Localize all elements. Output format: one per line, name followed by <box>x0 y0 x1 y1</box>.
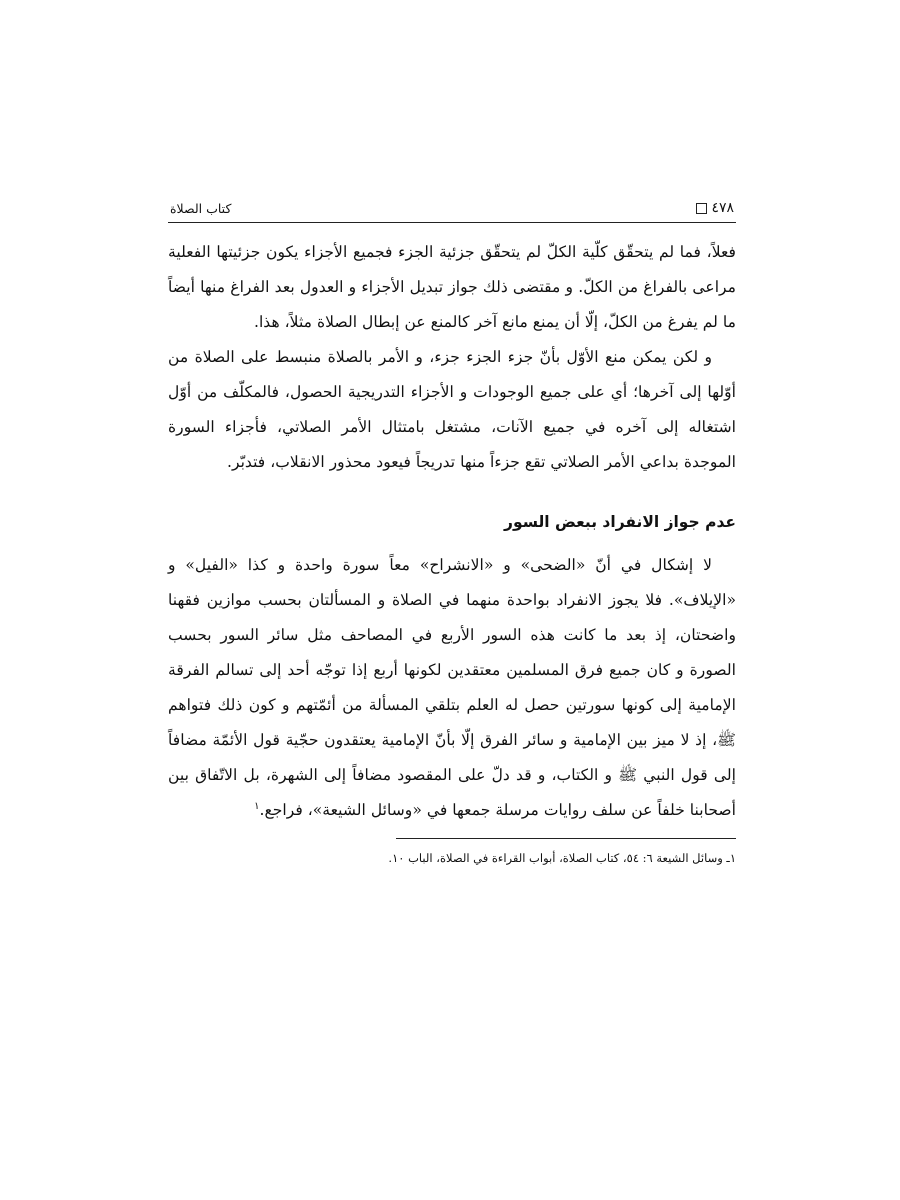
book-page <box>168 196 736 1016</box>
footnote: ١ـ وسائل الشيعة ٦: ٥٤، كتاب الصلاة، أبواب القراءة في الصلاة، الباب ١٠. <box>388 851 736 865</box>
book-title: كتاب الصلاة <box>170 201 232 216</box>
square-box-icon <box>696 203 707 214</box>
running-header <box>168 196 736 223</box>
footnote-divider <box>396 838 736 839</box>
section-body-text: لا إشكال في أنّ «الضحى» و «الانشراح» معاً سورة واحدة و كذا «الفيل» و «الإيلاف». فلا يجوز الانفراد بواحدة منهما في الصلاة و المسألتان بحسب موازين فقهنا واضحتان، إذ بعد ما كانت هذه السور الأربع في المصاحف مثل سائر السور بحسب الصورة و كان جميع فرق المسلمين معتقدين لكونها أربع إذا توجّه أحد إلى تسالم الفرقة الإمامية إلى كونها سورتين حصل له العلم بتلقي المسألة من أئمّتهم و كون ذلك فتواهم ﷺ، إذ لا ميز بين الإمامية و سائر الفرق إلّا بأنّ الإمامية يعتقدون حجّية قول الأئمّة مضافاً إلى قول النبي ﷺ و الكتاب، و قد دلّ على المقصود مضافاً إلى الشهرة، بل الاتّفاق بين أصحابنا خلفاً عن سلف روايات مرسلة جمعها في «وسائل الشيعة»، فراجع. <box>168 556 736 819</box>
paragraph-objection: و لكن يمكن منع الأوّل بأنّ جزء الجزء جزء، و الأمر بالصلاة منبسط على الصلاة من أوّلها إلى آخرها؛ أي على جميع الوجودات و الأجزاء التدريجية الحصول، فالمكلّف من أوّل اشتغاله إلى آخره في جميع الآنات، مشتغل بامتثال الأمر الصلاتي، فأجزاء السورة الموجدة بداعي الأمر الصلاتي تقع جزءاً منها تدريجاً فيعود محذور الانقلاب، فتدبّر. <box>168 348 736 471</box>
footnote-marker: ١ <box>254 800 260 812</box>
section-heading: عدم جواز الانفراد ببعض السور <box>504 513 736 531</box>
paragraph-continuation: فعلاً، فما لم يتحقّق كلّية الكلّ لم يتحقّق جزئية الجزء فجميع الأجزاء يكون جزئيتها الفعلية مراعى بالفراغ من الكلّ. و مقتضى ذلك جواز تبديل الأجزاء و العدول بعد الفراغ منها أيضاً ما لم يفرغ من الكلّ، إلّا أن يمنع مانع آخر كالمنع عن إبطال الصلاة مثلاً، هذا. <box>168 243 736 331</box>
page-number: ٤٧٨ <box>711 200 734 216</box>
section-body <box>168 548 736 828</box>
page-number-block <box>696 200 734 216</box>
